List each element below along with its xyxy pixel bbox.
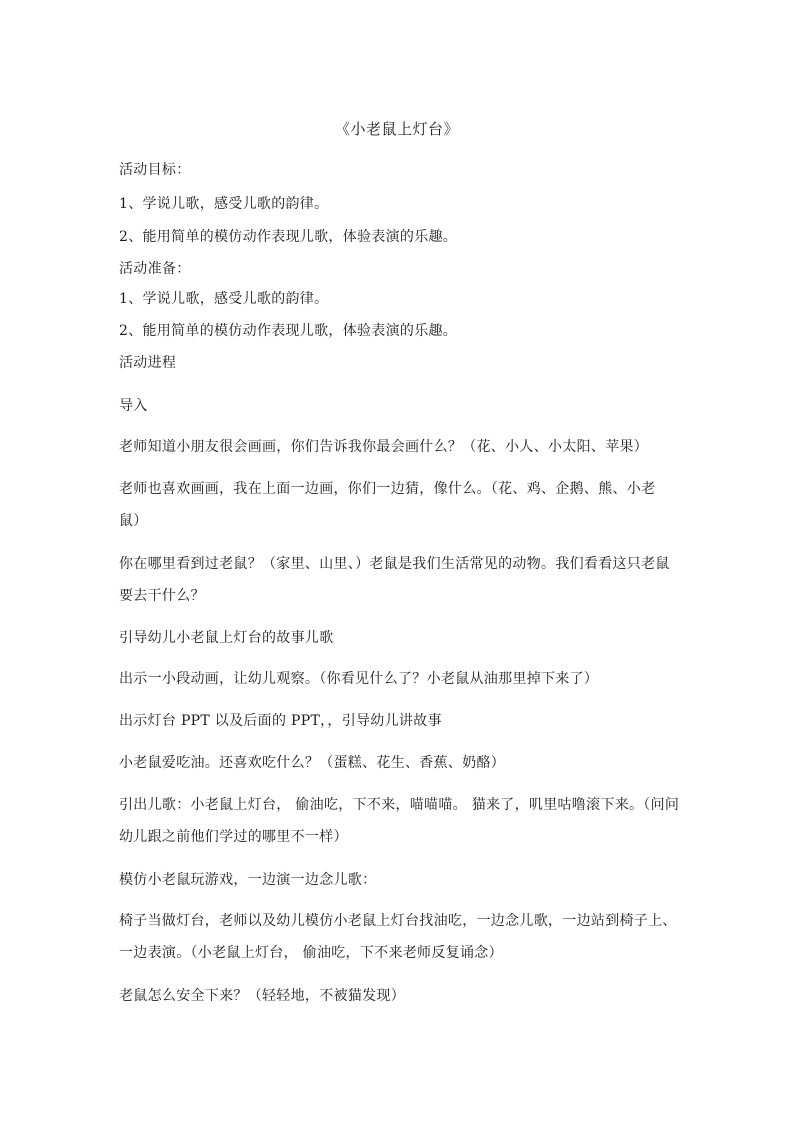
paragraph-line: 小老鼠爱吃油。还喜欢吃什么？（蛋糕、花生、香蕉、奶酪） bbox=[119, 755, 506, 771]
paragraph-line: 你在哪里看到过老鼠？（家里、山里、）老鼠是我们生活常见的动物。我们看看这只老鼠 bbox=[119, 556, 670, 572]
paragraph-line: 老师知道小朋友很会画画，你们告诉我你最会画什么？（花、小人、小太阳、苹果） bbox=[119, 439, 649, 455]
section-heading-process: 活动进程 bbox=[119, 355, 177, 371]
document-title: 《小老鼠上灯台》 bbox=[334, 120, 459, 138]
paragraph-line: 引出儿歌：小老鼠上灯台， 偷油吃，下不来，喵喵喵。 猫来了，叽里咕噜滚下来。（问问 bbox=[119, 797, 680, 813]
subheading-intro: 导入 bbox=[119, 398, 148, 414]
preparation-item-2: 2、能用简单的模仿动作表现儿歌，体验表演的乐趣。 bbox=[119, 323, 458, 339]
paragraph-line: 出示一小段动画，让幼儿观察。（你看见什么了？小老鼠从油那里掉下来了） bbox=[119, 671, 599, 687]
paragraph-line: 一边表演。（小老鼠上灯台， 偷油吃，下不来老师反复诵念） bbox=[119, 945, 503, 961]
paragraph-line: 老师也喜欢画画，我在上面一边画，你们一边猜，像什么。（花、鸡、企鹅、熊、小老 bbox=[119, 481, 656, 497]
paragraph-line: 出示灯台 PPT 以及后面的 PPT，，引导幼儿讲故事 bbox=[119, 713, 442, 729]
paragraph-line: 模仿小老鼠玩游戏，一边演一边念儿歌： bbox=[119, 872, 377, 888]
paragraph-line: 要去干什么？ bbox=[119, 588, 205, 604]
subheading-story: 引导幼儿小老鼠上灯台的故事儿歌 bbox=[119, 630, 334, 646]
paragraph-line: 幼儿跟之前他们学过的哪里不一样） bbox=[119, 829, 348, 845]
goal-item-1: 1、学说儿歌，感受儿歌的韵律。 bbox=[119, 196, 329, 212]
goal-item-2: 2、能用简单的模仿动作表现儿歌，体验表演的乐趣。 bbox=[119, 229, 458, 245]
preparation-item-1: 1、学说儿歌，感受儿歌的韵律。 bbox=[119, 291, 329, 307]
paragraph-line: 椅子当做灯台，老师以及幼儿模仿小老鼠上灯台找油吃，一边念儿歌，一边站到椅子上、 bbox=[119, 913, 677, 929]
section-heading-preparation: 活动准备： bbox=[119, 261, 191, 277]
paragraph-line: 老鼠怎么安全下来？（轻轻地，不被猫发现） bbox=[119, 988, 405, 1004]
paragraph-line: 鼠） bbox=[119, 513, 148, 529]
section-heading-goals: 活动目标： bbox=[119, 162, 191, 178]
